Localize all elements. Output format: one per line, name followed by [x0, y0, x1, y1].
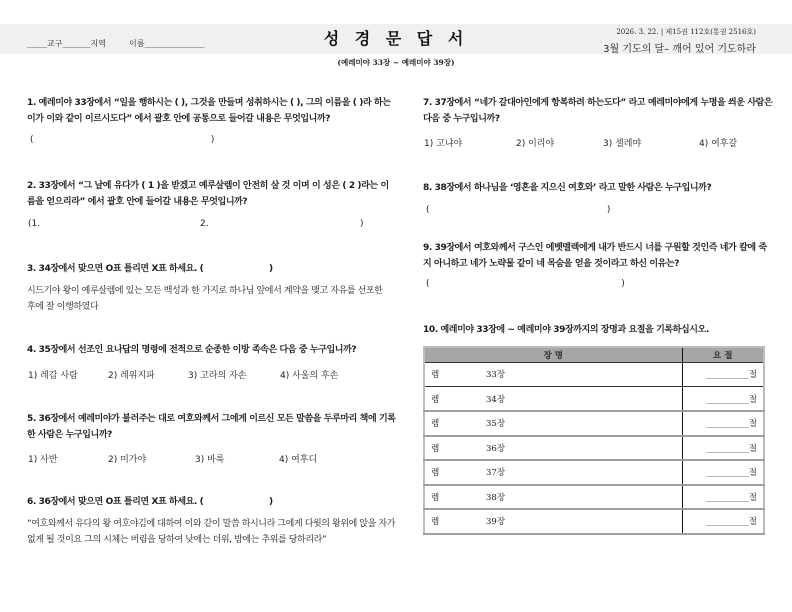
answer-field-8[interactable]: [426, 205, 610, 215]
key-verse-cell[interactable]: __________절: [682, 411, 764, 436]
answer-parens: ( ): [30, 135, 215, 145]
column-header-chapter-name: 장 명: [424, 347, 682, 362]
question-text: 4. 35장에서 선조인 요나답의 명령에 전적으로 순종한 이방 족속은 다음 중 누구입니까?: [27, 345, 357, 355]
table-row: [424, 460, 764, 485]
chapter-number: 36장: [486, 443, 506, 454]
name-field[interactable]: 이름_______________: [129, 39, 205, 48]
key-verse-cell[interactable]: __________절: [682, 387, 764, 412]
question-10: [423, 322, 773, 338]
book-abbrev: 렘: [431, 517, 440, 528]
book-abbrev: 렘: [431, 468, 440, 479]
answer-field-9[interactable]: [426, 279, 625, 289]
chapter-name-cell[interactable]: [424, 411, 682, 436]
option-3[interactable]: 3) 고라의 자손: [188, 371, 247, 381]
table-header-row: [424, 347, 764, 362]
question-9: [423, 240, 773, 272]
question-text: 6. 36장에서 맞으면 O표 틀리면 X표 하세요. ( ): [27, 497, 273, 507]
question-6: [27, 494, 397, 510]
option-3[interactable]: 3) 바룩: [195, 455, 225, 465]
close-paren: ): [360, 219, 364, 229]
option-2[interactable]: 2) 이리야: [516, 139, 555, 149]
chapter-name-cell[interactable]: [424, 509, 682, 534]
key-verse-cell[interactable]: __________절: [682, 509, 764, 534]
question-2: [27, 178, 397, 210]
option-1[interactable]: 1) 사반: [28, 455, 58, 465]
answer-label: 2.: [200, 219, 209, 229]
key-verse-cell[interactable]: __________절: [682, 485, 764, 510]
question-text: 2. 33장에서 “그 날에 유다가 ( 1 )을 받겠고 예루살렘이 안전히 살 것 이며 이 성은 ( 2 )라는 이름을 얻으리라” 에서 괄호 안에 들어갈 내용은 무엇입니까?: [27, 181, 389, 207]
question-1: [27, 95, 397, 127]
issue-date: 2026. 3. 22. | 제15권 112호(통권 2516호): [616, 28, 756, 36]
question-4-options: [28, 368, 338, 381]
answer-field-2b[interactable]: [200, 219, 209, 229]
book-abbrev: 렘: [431, 443, 440, 454]
answer-field-1[interactable]: [30, 135, 230, 145]
option-4[interactable]: 4) 사울의 후손: [280, 371, 339, 381]
subtitle-range: (예레미야 33장 ~ 예레미야 39장): [337, 58, 455, 67]
question-8: [423, 180, 773, 196]
table-row: [424, 387, 764, 412]
question-text: 1. 예레미야 33장에서 “일을 행하시는 ( ), 그것을 만들며 성취하시는 ( ), 그의 이름을 ( )라 하는 이가 이와 같이 이르시도다” 에서 괄호 안에 공통으로 들어갈 내용은 무엇입니까?: [27, 98, 391, 124]
option-1[interactable]: 1) 고냐야: [424, 139, 463, 149]
option-2[interactable]: 2) 미가야: [108, 455, 147, 465]
option-4[interactable]: 4) 여후디: [279, 455, 318, 465]
answer-parens: ( ): [426, 279, 625, 289]
question-3: [27, 261, 397, 277]
question-5-options: [28, 452, 317, 465]
chapter-number: 33장: [486, 370, 506, 381]
answer-label: (1.: [28, 219, 41, 229]
chapter-name-cell[interactable]: [424, 436, 682, 461]
question-7: [423, 95, 773, 127]
chapter-number: 39장: [486, 517, 506, 528]
statement-text: “여호와께서 유다의 왕 여호야김에 대하여 이와 같이 말씀 하시니라 그에게 다윗의 왕위에 앉을 자가 없게 될 것이요 그의 시체는 버림을 당하여 낮에는 더위, 밤에는 추위를 당하리라”: [27, 519, 396, 545]
question-text: 3. 34장에서 맞으면 O표 틀리면 X표 하세요. ( ): [27, 264, 273, 274]
answer-parens: ( ): [426, 205, 611, 215]
question-6-statement: [27, 516, 399, 548]
option-1[interactable]: 1) 레갑 사람: [28, 371, 78, 381]
chapter-number: 35장: [486, 419, 506, 430]
answer-close: [360, 219, 364, 229]
question-4: [27, 342, 397, 358]
question-text: 10. 예레미야 33장에 ~ 예레미야 39장까지의 장명과 요절을 기록하십시오.: [423, 325, 709, 335]
chapter-number: 38장: [486, 492, 506, 503]
option-2[interactable]: 2) 레위지파: [108, 371, 155, 381]
table-row: [424, 509, 764, 534]
book-abbrev: 렘: [431, 394, 440, 405]
page-title: 성 경 문 답 서: [323, 29, 469, 48]
question-5: [27, 411, 397, 443]
table-row: [424, 362, 764, 387]
column-header-key-verse: 요 절: [682, 347, 764, 362]
option-4[interactable]: 4) 여후갈: [699, 139, 738, 149]
book-abbrev: 렘: [431, 370, 440, 381]
statement-text: 시드기야 왕이 예루살렘에 있는 모든 백성과 한 가지로 하나님 앞에서 계약을 맺고 자유를 선포한 후에 잘 이행하였다: [27, 286, 383, 312]
question-text: 7. 37장에서 “네가 갈대아인에게 항복하려 하는도다” 라고 예레미야에게 누명을 씌운 사람은 다음 중 누구입니까?: [423, 98, 773, 124]
church-district-field[interactable]: _____교구_______지역: [27, 39, 106, 48]
chapter-number: 37장: [486, 468, 506, 479]
chapter-verse-table: [423, 346, 765, 535]
key-verse-cell[interactable]: __________절: [682, 362, 764, 387]
question-7-options: [424, 136, 737, 149]
monthly-theme: 3월 기도의 달– 깨어 있어 기도하라: [603, 44, 756, 55]
chapter-name-cell[interactable]: [424, 460, 682, 485]
book-abbrev: 렘: [431, 419, 440, 430]
question-text: 9. 39장에서 여호와께서 구스인 에벳멜렉에게 내가 반드시 너를 구원할 것인즉 네가 칼에 죽지 아니하고 네가 노략물 같이 네 목숨을 얻을 것이라고 하신 이유는?: [423, 243, 767, 269]
question-text: 5. 36장에서 예레미야가 불러주는 대로 여호와께서 그에게 이르신 모든 말씀을 두루마리 책에 기록한 사람은 누구입니까?: [27, 414, 396, 440]
table-row: [424, 485, 764, 510]
answer-field-2a[interactable]: [28, 219, 40, 229]
table-row: [424, 411, 764, 436]
question-3-statement: [27, 283, 392, 315]
chapter-name-cell[interactable]: [424, 362, 682, 387]
option-3[interactable]: 3) 셀레먀: [603, 139, 642, 149]
book-abbrev: 렘: [431, 492, 440, 503]
chapter-name-cell[interactable]: [424, 485, 682, 510]
table-row: [424, 436, 764, 461]
key-verse-cell[interactable]: __________절: [682, 436, 764, 461]
chapter-number: 34장: [486, 394, 506, 405]
chapter-name-cell[interactable]: [424, 387, 682, 412]
key-verse-cell[interactable]: __________절: [682, 460, 764, 485]
question-text: 8. 38장에서 하나님을 ‘영혼을 지으신 여호와’ 라고 말한 사람은 누구입니까?: [423, 183, 712, 193]
